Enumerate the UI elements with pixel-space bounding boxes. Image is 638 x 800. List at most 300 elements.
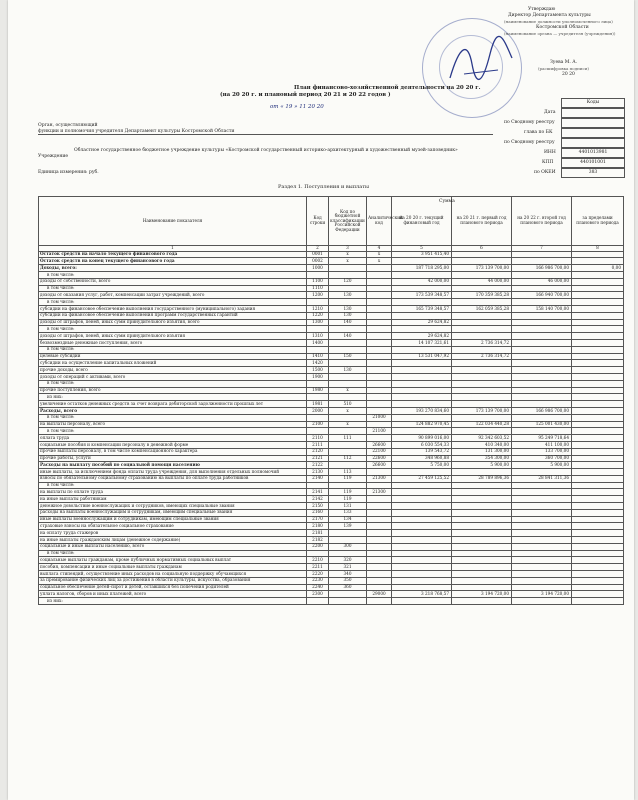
row-name: в том числе:: [39, 550, 307, 557]
row-y3: [512, 326, 572, 333]
row-y3: [512, 577, 572, 584]
row-name: на выплаты по оплате труда: [39, 489, 307, 496]
row-y2: 3 194 720,00: [452, 591, 512, 598]
row-analytic: [367, 530, 392, 537]
row-analytic: [367, 326, 392, 333]
row-bk: 139: [329, 523, 367, 530]
row-bk: 120: [329, 278, 367, 285]
row-bk: 131: [329, 503, 367, 510]
idx-2: 2: [307, 246, 329, 252]
row-y2: [452, 577, 512, 584]
header-code: Код строки: [307, 197, 329, 246]
row-y3: [512, 285, 572, 292]
approval-line-1: Утверждаю: [528, 7, 556, 12]
idx-7: 7: [512, 246, 572, 252]
row-code: 2150: [307, 503, 329, 510]
row-name: на иные выплаты гражданским лицам (денежное содержание): [39, 537, 307, 544]
row-bk: [329, 339, 367, 346]
row-analytic: [367, 421, 392, 428]
row-bk: х: [329, 387, 367, 394]
row-y4: [572, 407, 624, 414]
row-y1: 3 218 768,57: [392, 591, 452, 598]
sum-header: Сумма: [439, 199, 455, 204]
row-code: 2140: [307, 475, 329, 482]
idx-3: 3: [329, 246, 367, 252]
document-page: [8, 0, 634, 800]
row-y1: [392, 299, 452, 306]
row-y4: [572, 530, 624, 537]
income-expense-table: [38, 196, 624, 605]
row-y2: [452, 312, 512, 319]
row-y1: [392, 584, 452, 591]
row-y3: [512, 387, 572, 394]
idx-1: 1: [39, 246, 307, 252]
row-name: оплата труда: [39, 435, 307, 442]
row-y2: [452, 530, 512, 537]
row-y1: [392, 394, 452, 401]
institution-text: Областное государственное бюджетное учреждение культуры «Костромской государственный историко-архитектурный и художественный музей-заповедник»: [74, 148, 458, 153]
row-y3: [512, 319, 572, 326]
row-y1: [392, 469, 452, 476]
row-y1: 165 739 348,57: [392, 305, 452, 312]
row-y3: [512, 414, 572, 421]
row-bk: 300: [329, 543, 367, 550]
row-bk: 130: [329, 292, 367, 299]
row-y2: [452, 299, 512, 306]
row-y2: [452, 516, 512, 523]
row-y3: [512, 550, 572, 557]
row-y4: [572, 353, 624, 360]
row-y3: [512, 523, 572, 530]
row-y1: 3 951 415,40: [392, 251, 452, 258]
row-y4: [572, 258, 624, 265]
row-name: в том числе:: [39, 414, 307, 421]
table-row: [39, 428, 624, 435]
row-name: увеличение остатков денежных средств за счет возврата дебиторской задолженности прошлых лет: [39, 401, 307, 408]
row-analytic: [367, 292, 392, 299]
row-y2: [452, 326, 512, 333]
table-row: [39, 557, 624, 564]
row-y2: [452, 523, 512, 530]
row-y2: [452, 251, 512, 258]
codes-header: Коды: [561, 98, 625, 108]
row-y3: [512, 489, 572, 496]
row-code: 1420: [307, 360, 329, 367]
row-y1: [392, 360, 452, 367]
row-code: 2120: [307, 448, 329, 455]
row-y4: [572, 489, 624, 496]
row-y3: [512, 367, 572, 374]
row-y3: [512, 543, 572, 550]
row-code: 1110: [307, 285, 329, 292]
row-code: 1981: [307, 401, 329, 408]
row-y1: 193 270 834,60: [392, 407, 452, 414]
row-name: Расходы, всего: [39, 407, 307, 414]
row-y2: [452, 503, 512, 510]
svod-box: [561, 118, 625, 128]
row-y2: [452, 571, 512, 578]
table-row: [39, 271, 624, 278]
row-y2: 2 736 314,72: [452, 353, 512, 360]
table-row: [39, 326, 624, 333]
row-bk: [329, 441, 367, 448]
row-y2: [452, 509, 512, 516]
row-code: [307, 482, 329, 489]
row-name: в том числе:: [39, 380, 307, 387]
table-row: [39, 346, 624, 353]
row-y2: [452, 598, 512, 605]
row-bk: [329, 482, 367, 489]
row-bk: [329, 448, 367, 455]
row-y3: [512, 339, 572, 346]
row-name: из них:: [39, 394, 307, 401]
row-y1: [392, 496, 452, 503]
row-y4: [572, 448, 624, 455]
table-row: [39, 407, 624, 414]
row-analytic: [367, 285, 392, 292]
row-bk: [329, 462, 367, 469]
idx-4: 4: [367, 246, 392, 252]
row-y1: 124 882 970,45: [392, 421, 452, 428]
table-row: [39, 469, 624, 476]
table-row: [39, 394, 624, 401]
row-name: социальные выплаты гражданам, кроме публичных нормативных социальных выплат: [39, 557, 307, 564]
plan-subtitle: (на 20 20 г. и плановый период 20 21 и 20 22 годов ): [220, 92, 391, 98]
row-y3: [512, 598, 572, 605]
row-y3: 133 700,00: [512, 448, 572, 455]
row-code: 2210: [307, 557, 329, 564]
row-name: в том числе:: [39, 271, 307, 278]
row-bk: [329, 394, 367, 401]
row-y2: [452, 394, 512, 401]
row-bk: 130: [329, 367, 367, 374]
row-y4: [572, 537, 624, 544]
row-y3: [512, 557, 572, 564]
row-bk: 340: [329, 571, 367, 578]
row-name: в том числе:: [39, 326, 307, 333]
row-analytic: [367, 305, 392, 312]
row-y2: [452, 543, 512, 550]
row-bk: 112: [329, 455, 367, 462]
signature: [446, 34, 516, 90]
row-analytic: 21300: [367, 475, 392, 482]
table-row: [39, 564, 624, 571]
row-y4: [572, 326, 624, 333]
row-y3: [512, 496, 572, 503]
row-y3: [512, 312, 572, 319]
row-y2: [452, 401, 512, 408]
row-y3: 166 940 700,00: [512, 292, 572, 299]
row-analytic: [367, 339, 392, 346]
row-y4: [572, 271, 624, 278]
row-code: 1200: [307, 292, 329, 299]
row-y2: [452, 367, 512, 374]
table-row: [39, 278, 624, 285]
row-y1: 90 899 016,00: [392, 435, 452, 442]
row-bk: 130: [329, 312, 367, 319]
row-code: [307, 394, 329, 401]
row-analytic: [367, 299, 392, 306]
row-y4: [572, 455, 624, 462]
row-y2: [452, 387, 512, 394]
row-bk: 130: [329, 305, 367, 312]
row-y3: [512, 503, 572, 510]
row-y1: [392, 557, 452, 564]
row-y4: [572, 571, 624, 578]
row-y4: [572, 482, 624, 489]
row-y1: [392, 571, 452, 578]
row-analytic: [367, 598, 392, 605]
okpo-label: по Сводному реестру: [504, 120, 555, 125]
row-y2: [452, 360, 512, 367]
row-y3: 28 841 311,36: [512, 475, 572, 482]
table-row: [39, 598, 624, 605]
row-code: 2181: [307, 530, 329, 537]
row-code: 1300: [307, 319, 329, 326]
row-y2: 173 139 700,00: [452, 407, 512, 414]
row-y4: [572, 360, 624, 367]
row-code: 2220: [307, 571, 329, 578]
header-name: Наименование показателя: [39, 197, 307, 246]
row-bk: [329, 414, 367, 421]
row-y3: 5 900,00: [512, 462, 572, 469]
row-analytic: [367, 503, 392, 510]
row-name: в том числе:: [39, 428, 307, 435]
row-y4: [572, 550, 624, 557]
row-y3: [512, 530, 572, 537]
row-name: в том числе:: [39, 482, 307, 489]
okei-box: 383: [561, 168, 625, 178]
row-y1: 27 459 125,52: [392, 475, 452, 482]
row-analytic: [367, 496, 392, 503]
row-code: [307, 380, 329, 387]
row-analytic: [367, 265, 392, 272]
row-analytic: [367, 346, 392, 353]
row-y3: 411 100,00: [512, 441, 572, 448]
row-y3: [512, 360, 572, 367]
row-analytic: [367, 353, 392, 360]
row-y1: 6 030 554,33: [392, 441, 452, 448]
row-analytic: 21300: [367, 489, 392, 496]
okei-label: по ОКЕИ: [534, 170, 556, 175]
row-y4: 0,00: [572, 265, 624, 272]
row-code: 2240: [307, 584, 329, 591]
row-y2: [452, 482, 512, 489]
row-bk: 134: [329, 516, 367, 523]
approval-sign-caption: (расшифровка подписи): [538, 66, 589, 71]
row-bk: [329, 428, 367, 435]
row-y3: [512, 469, 572, 476]
kpp-box: 440101001: [561, 158, 625, 168]
row-y3: [512, 353, 572, 360]
table-row: [39, 401, 624, 408]
row-code: 1000: [307, 265, 329, 272]
row-code: 2230: [307, 577, 329, 584]
row-name: целевые субсидии: [39, 353, 307, 360]
table-row: [39, 441, 624, 448]
row-analytic: [367, 435, 392, 442]
row-y4: [572, 299, 624, 306]
table-row: [39, 367, 624, 374]
row-analytic: [367, 571, 392, 578]
row-bk: 133: [329, 509, 367, 516]
row-analytic: 21100: [367, 428, 392, 435]
row-y2: [452, 550, 512, 557]
table-row: [39, 577, 624, 584]
row-code: 1210: [307, 305, 329, 312]
row-y3: [512, 564, 572, 571]
row-y2: [452, 537, 512, 544]
row-y4: [572, 469, 624, 476]
table-row: [39, 482, 624, 489]
row-y2: [452, 373, 512, 380]
row-y4: [572, 373, 624, 380]
table-row: [39, 319, 624, 326]
row-code: 1900: [307, 373, 329, 380]
row-y2: 28 789 896,36: [452, 475, 512, 482]
row-name: Остаток средств на конец текущего финансового года: [39, 258, 307, 265]
table-row: [39, 550, 624, 557]
row-code: [307, 428, 329, 435]
row-y1: [392, 258, 452, 265]
row-code: 1410: [307, 353, 329, 360]
row-y4: [572, 346, 624, 353]
table-row: [39, 387, 624, 394]
row-analytic: [367, 516, 392, 523]
row-bk: [329, 360, 367, 367]
row-code: 2100: [307, 421, 329, 428]
row-bk: х: [329, 421, 367, 428]
row-y3: [512, 584, 572, 591]
row-y1: [392, 543, 452, 550]
row-analytic: [367, 333, 392, 340]
table-row: [39, 503, 624, 510]
row-analytic: [367, 509, 392, 516]
row-code: [307, 598, 329, 605]
row-analytic: [367, 537, 392, 544]
row-y1: 139 543,72: [392, 448, 452, 455]
row-y4: [572, 516, 624, 523]
row-analytic: [367, 394, 392, 401]
table-row: [39, 516, 624, 523]
row-code: 0001: [307, 251, 329, 258]
row-y3: [512, 428, 572, 435]
row-analytic: [367, 367, 392, 374]
approval-signer: Зуева М. А.: [550, 60, 578, 65]
row-bk: 113: [329, 469, 367, 476]
row-y1: [392, 367, 452, 374]
table-row: [39, 305, 624, 312]
table-row: [39, 285, 624, 292]
row-name: прочие работы, услуги: [39, 455, 307, 462]
row-analytic: [367, 482, 392, 489]
row-y3: [512, 258, 572, 265]
row-y1: 29 624,82: [392, 319, 452, 326]
row-code: [307, 550, 329, 557]
row-y2: 173 139 700,00: [452, 265, 512, 272]
table-row: [39, 591, 624, 598]
row-y1: 348 960,88: [392, 455, 452, 462]
row-name: субсидии на финансовое обеспечение выполнения программ государственных гарантий: [39, 312, 307, 319]
row-bk: 360: [329, 584, 367, 591]
row-y1: [392, 482, 452, 489]
glava-label: глава по БК: [524, 130, 553, 135]
row-name: в том числе:: [39, 285, 307, 292]
row-y3: [512, 333, 572, 340]
row-name: Остаток средств на начало текущего финансового года: [39, 251, 307, 258]
table-row: [39, 543, 624, 550]
row-code: 2122: [307, 462, 329, 469]
row-y4: [572, 380, 624, 387]
row-bk: 140: [329, 319, 367, 326]
table-header: [39, 197, 624, 246]
row-bk: [329, 346, 367, 353]
row-bk: 321: [329, 564, 367, 571]
row-y2: 122 034 440,28: [452, 421, 512, 428]
row-name: доходы от штрафов, пеней, иных сумм принудительного изъятия, всего: [39, 319, 307, 326]
row-y2: 44 000,00: [452, 278, 512, 285]
row-y1: [392, 523, 452, 530]
row-analytic: 22100: [367, 448, 392, 455]
row-y1: [392, 509, 452, 516]
row-y4: [572, 462, 624, 469]
row-y4: [572, 414, 624, 421]
row-y3: 3 194 720,00: [512, 591, 572, 598]
row-y2: 5 900,00: [452, 462, 512, 469]
row-y4: [572, 339, 624, 346]
row-y1: [392, 271, 452, 278]
row-bk: 119: [329, 496, 367, 503]
row-name: на выплаты персоналу, всего: [39, 421, 307, 428]
header-y3: на 20 22 г. второй год планового периода: [512, 197, 572, 246]
row-name: социальные пособия и компенсации персоналу в денежной форме: [39, 441, 307, 448]
header-bk: Код по бюджетной классификации Российской Федерации: [329, 197, 367, 246]
row-analytic: 26600: [367, 462, 392, 469]
row-y4: [572, 441, 624, 448]
row-y1: 13 531 047,92: [392, 353, 452, 360]
row-y4: [572, 333, 624, 340]
row-name: страховые взносы на обязательное социальное страхование: [39, 523, 307, 530]
row-bk: [329, 373, 367, 380]
row-analytic: [367, 319, 392, 326]
glava-box: [561, 128, 625, 138]
row-y1: [392, 326, 452, 333]
row-y1: 14 107 321,61: [392, 339, 452, 346]
row-y4: [572, 305, 624, 312]
row-name: доходы от операций с активами, всего: [39, 373, 307, 380]
row-y4: [572, 564, 624, 571]
row-y1: [392, 401, 452, 408]
table-row: [39, 448, 624, 455]
row-y1: [392, 428, 452, 435]
unit-label: Единица измерения: руб.: [38, 170, 99, 175]
table-row: [39, 530, 624, 537]
header-y1: на 20 20 г. текущий финансовый год: [392, 197, 452, 246]
row-name: пособия, компенсации и иные социальные выплаты гражданам: [39, 564, 307, 571]
row-code: 2121: [307, 455, 329, 462]
table-row: [39, 251, 624, 258]
table-row: [39, 373, 624, 380]
row-bk: х: [329, 258, 367, 265]
row-bk: [329, 380, 367, 387]
row-y3: [512, 251, 572, 258]
row-code: 2160: [307, 509, 329, 516]
row-y4: [572, 387, 624, 394]
row-y1: [392, 414, 452, 421]
table-row: [39, 312, 624, 319]
row-code: 1220: [307, 312, 329, 319]
row-y2: 2 736 314,72: [452, 339, 512, 346]
